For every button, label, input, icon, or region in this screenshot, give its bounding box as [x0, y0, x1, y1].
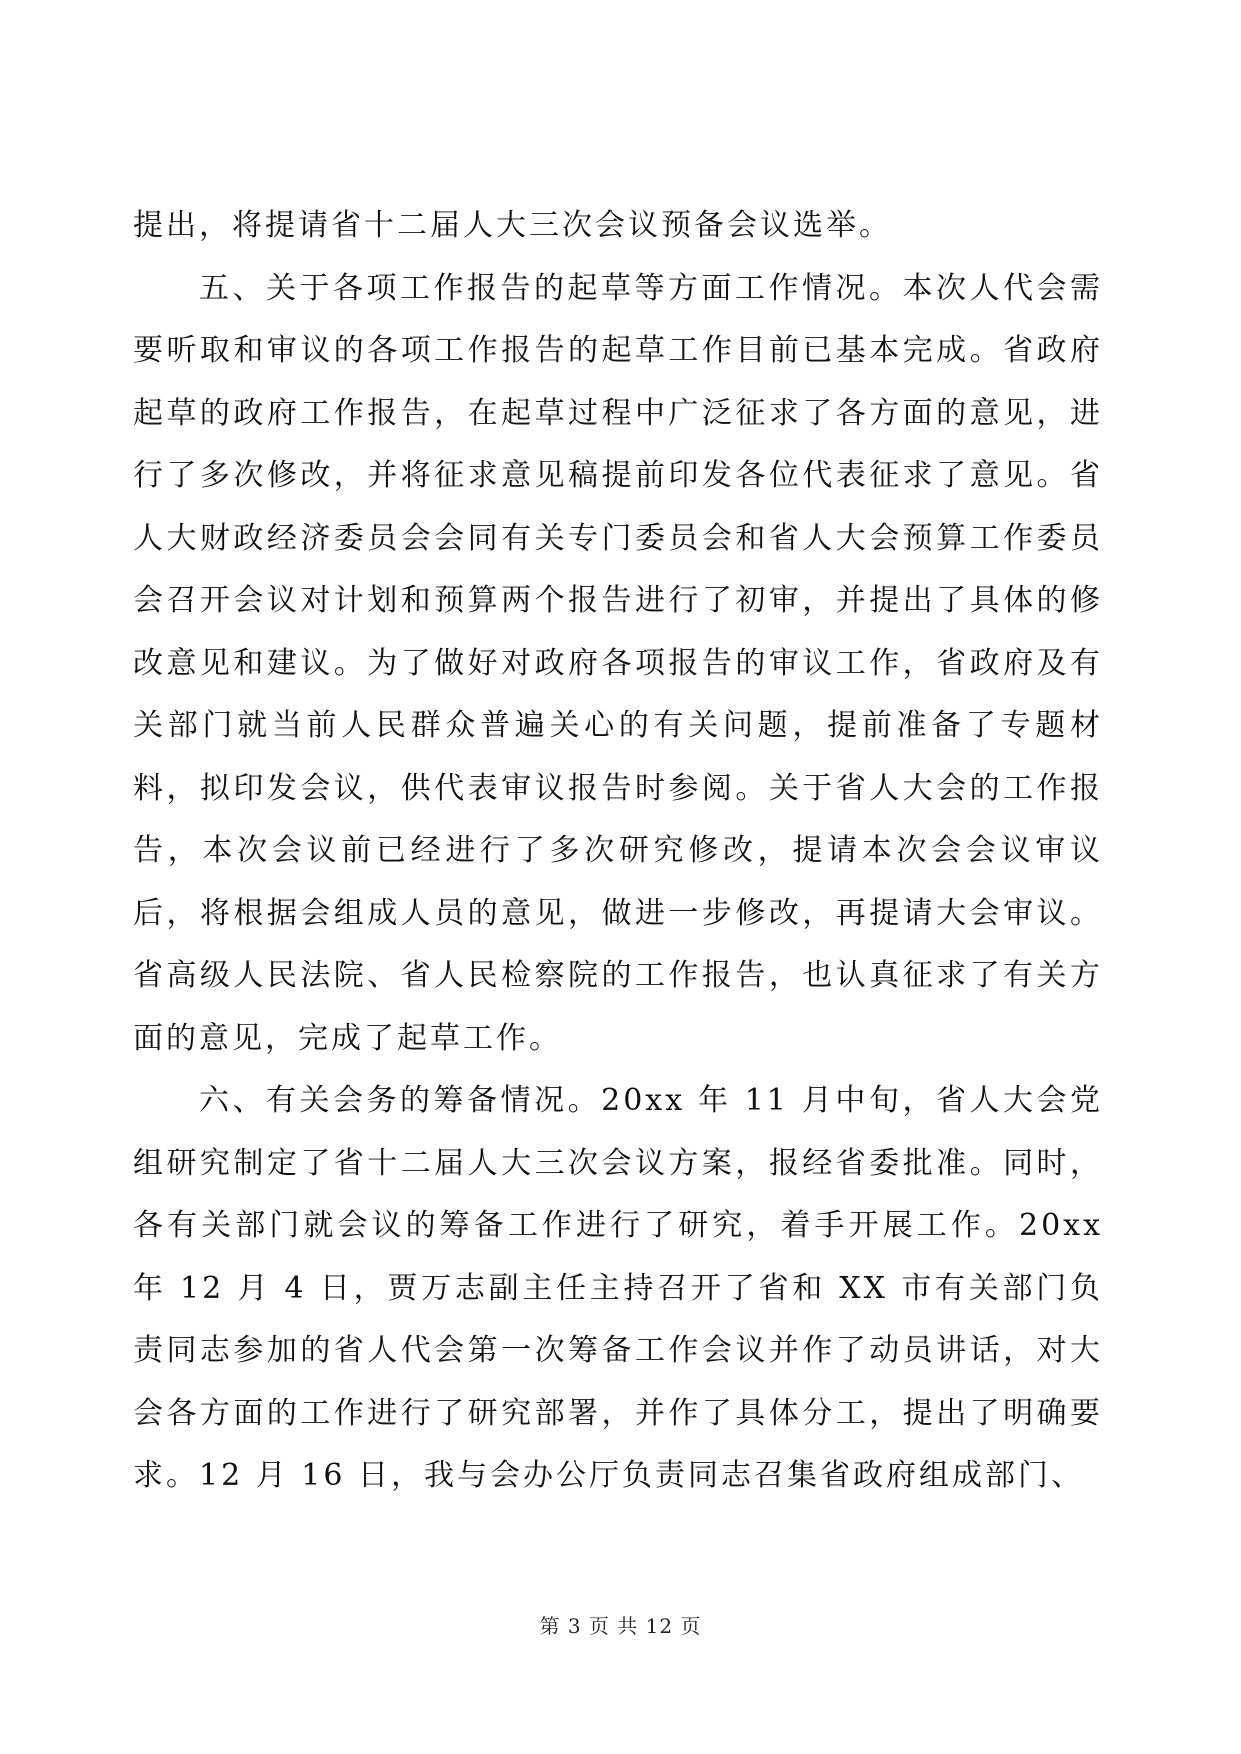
document-body: [133, 195, 1103, 1508]
paragraph-section-five: 五、关于各项工作报告的起草等方面工作情况。本次人代会需要听取和审议的各项工作报告的起草工作目前已基本完成。省政府起草的政府工作报告，在起草过程中广泛征求了各方面的意见，进行了多次修改，并将征求意见稿提前印发各位代表征求了意见。省人大财政经济委员会会同有关专门委员会和省人大会预算工作委员会召开会议对计划和预算两个报告进行了初审，并提出了具体的修改意见和建议。为了做好对政府各项报告的审议工作，省政府及有关部门就当前人民群众普遍关心的有关问题，提前准备了专题材料，拟印发会议，供代表审议报告时参阅。关于省人大会的工作报告，本次会议前已经进行了多次研究修改，提请本次会会议审议后，将根据会组成人员的意见，做进一步修改，再提请大会审议。省高级人民法院、省人民检察院的工作报告，也认真征求了有关方面的意见，完成了起草工作。: [133, 270, 1103, 1056]
page-number-footer: 第 3 页 共 12 页: [539, 1614, 702, 1638]
paragraph-section-six: 六、有关会务的筹备情况。20xx 年 11 月中旬，省人大会党组研究制定了省十二届人大三次会议方案，报经省委批准。同时，各有关部门就会议的筹备工作进行了研究，着手开展工作。20xx 年 12 月 4 日，贾万志副主任主持召开了省和 XX 市有关部门负责同志参加的省人代会第一次筹备工作会议并作了动员讲话，对大会各方面的工作进行了研究部署，并作了具体分工，提出了明确要求。12 月 16 日，我与会办公厅负责同志召集省政府组成部门、: [133, 1083, 1103, 1493]
paragraph-continuation: 提出，将提请省十二届人大三次会议预备会议选举。: [133, 208, 892, 243]
